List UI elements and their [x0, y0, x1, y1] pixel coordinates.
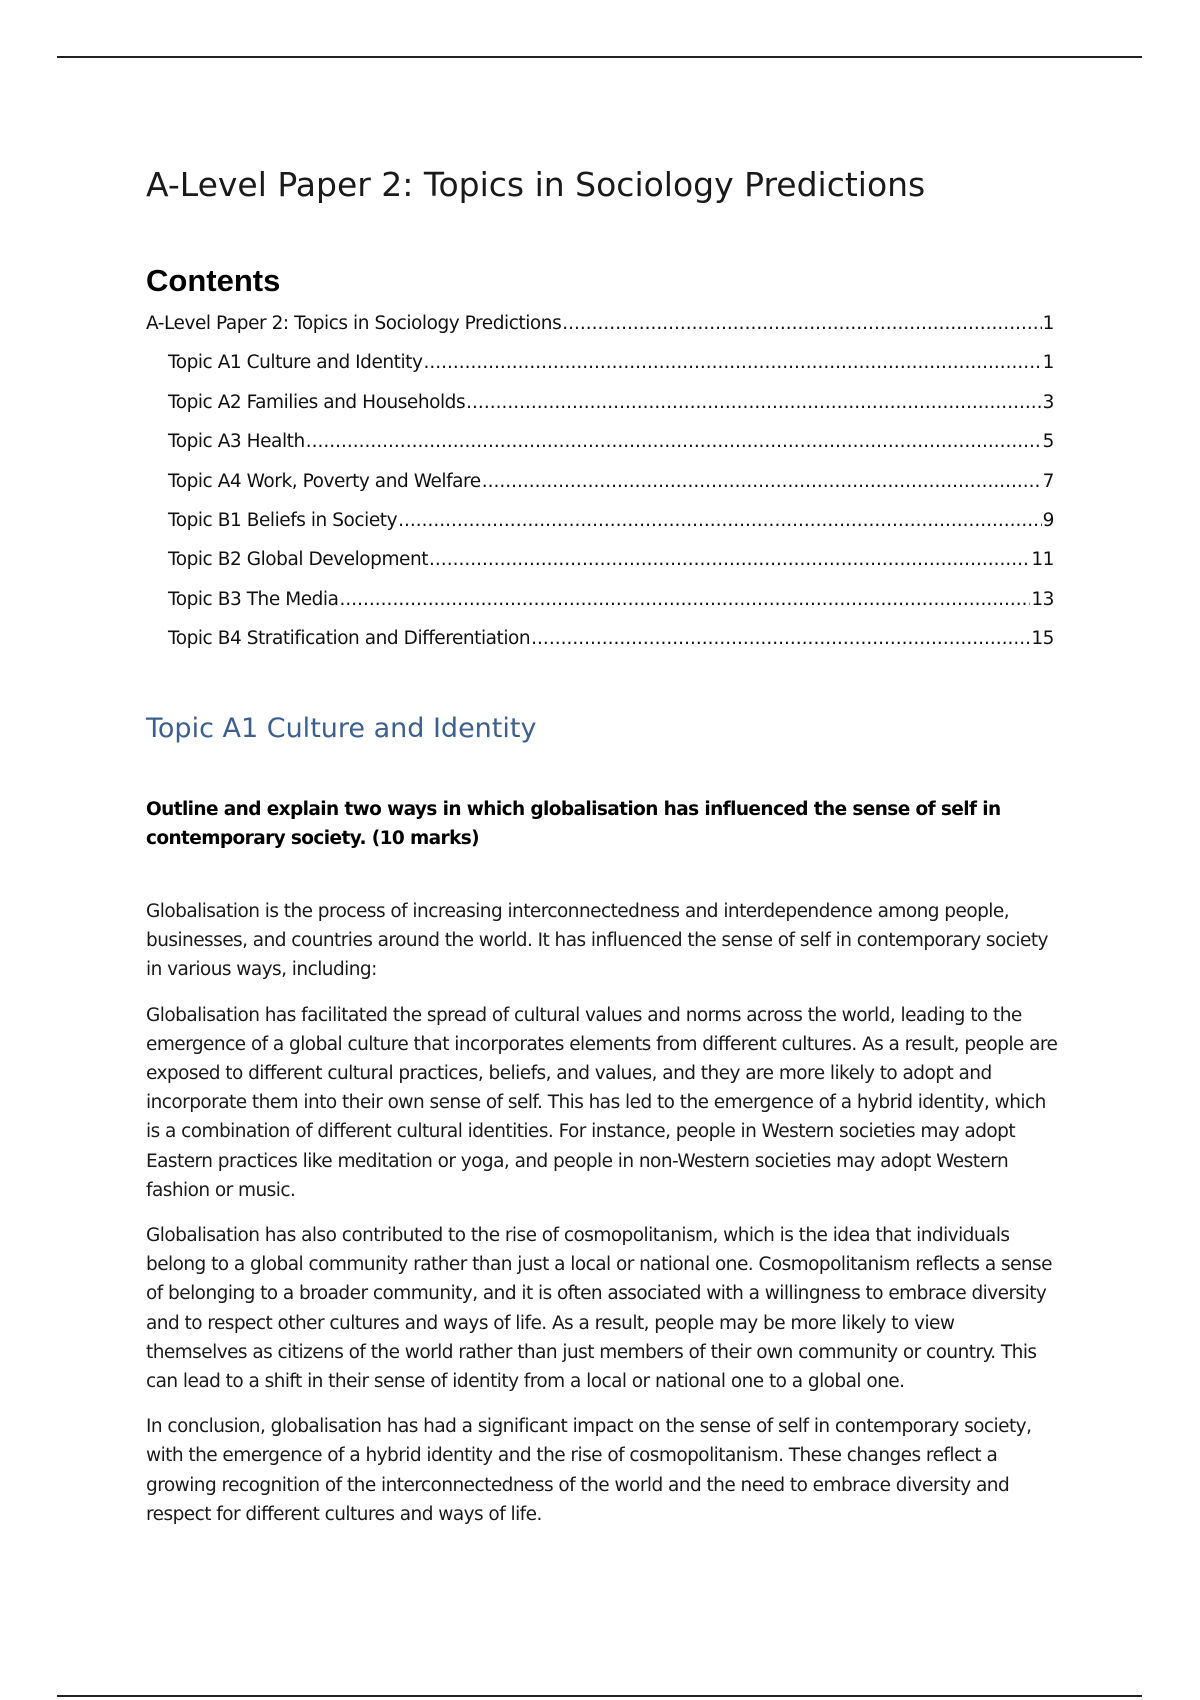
toc-entry-topic-b2[interactable] — [146, 549, 1054, 588]
toc-entry-label: A-Level Paper 2: Topics in Sociology Predictions — [146, 313, 562, 334]
contents-heading: Contents — [146, 263, 281, 298]
toc-dot-leader — [429, 549, 1030, 570]
answer-paragraph: In conclusion, globalisation has had a significant impact on the sense of self in contemporary society, with the emergence of a hybrid identity and the rise of cosmopolitanism. These changes reflect a growing recognition of the interconnectedness of the world and the need to embrace diversity and respect for different cultures and ways of life. — [146, 1416, 1032, 1525]
answer-body — [146, 897, 1058, 1545]
toc-entry-label: Topic B3 The Media — [168, 588, 339, 610]
document-title: A-Level Paper 2: Topics in Sociology Predictions — [146, 165, 926, 204]
toc-page-number: 9 — [1042, 509, 1054, 531]
toc-entry-label: Topic A1 Culture and Identity — [168, 352, 423, 374]
toc-page-number: 1 — [1042, 352, 1054, 374]
toc-dot-leader — [398, 510, 1042, 531]
toc-page-number: 13 — [1031, 588, 1054, 610]
toc-page-number: 11 — [1031, 549, 1054, 571]
answer-paragraph: Globalisation has facilitated the spread of cultural values and norms across the world, leading to the emergence of a global culture that incorporates elements from different cultures. As a result, people are exposed to different cultural practices, beliefs, and values, and they are more likely to adopt and incorporate them into their own sense of self. This has led to the emergence of a hybrid identity, which is a combination of different cultural identities. For instance, people in Western societies may adopt Eastern practices like meditation or yoga, and people in non-Western societies may adopt Western fashion or music. — [146, 1004, 1058, 1201]
header-rule — [57, 56, 1142, 58]
toc-entry-label: Topic B1 Beliefs in Society — [168, 509, 398, 531]
answer-paragraph: Globalisation is the process of increasing interconnectedness and interdependence among people, businesses, and countries around the world. It has influenced the sense of self in contemporary society in various ways, including: — [146, 901, 1048, 981]
toc-entry-label: Topic B2 Global Development — [168, 549, 429, 571]
toc-entry-topic-b4[interactable] — [146, 628, 1054, 667]
toc-entry-topic-a3[interactable] — [146, 431, 1054, 470]
toc-entry-label: Topic A2 Families and Households — [168, 391, 466, 413]
toc-dot-leader — [482, 471, 1042, 492]
toc-page-number: 15 — [1031, 628, 1054, 650]
toc-entry-label: Topic A4 Work, Poverty and Welfare — [168, 470, 481, 492]
toc-entry-main-title[interactable] — [146, 313, 1054, 352]
toc-dot-leader — [306, 431, 1042, 452]
toc-page-number: 1 — [1042, 313, 1054, 334]
toc-entry-label: Topic A3 Health — [168, 431, 305, 453]
answer-paragraph: Globalisation has also contributed to the rise of cosmopolitanism, which is the idea that individuals belong to a global community rather than just a local or national one. Cosmopolitanism reflects a sense of belonging to a broader community, and it is often associated with a willingness to embrace diversity and to respect other cultures and ways of life. As a result, people may be more likely to view themselves as citizens of the world rather than just members of their own community or country. This can lead to a shift in their sense of identity from a local or national one to a global one. — [146, 1225, 1052, 1393]
toc-entry-topic-a4[interactable] — [146, 471, 1054, 510]
toc-page-number: 7 — [1042, 470, 1054, 492]
exam-question: Outline and explain two ways in which globalisation has influenced the sense of self in contemporary society. (10 marks) — [146, 799, 1001, 849]
toc-page-number: 3 — [1042, 391, 1054, 413]
toc-entry-topic-a1[interactable] — [146, 352, 1054, 391]
toc-entry-label: Topic B4 Stratification and Differentiation — [168, 628, 531, 650]
footer-rule — [57, 1695, 1142, 1697]
toc-dot-leader — [340, 589, 1031, 610]
toc-dot-leader — [466, 392, 1042, 413]
toc-entry-topic-a2[interactable] — [146, 392, 1054, 431]
toc-entry-topic-b1[interactable] — [146, 510, 1054, 549]
section-heading: Topic A1 Culture and Identity — [146, 713, 537, 744]
table-of-contents — [146, 313, 1054, 668]
toc-entry-topic-b3[interactable] — [146, 589, 1054, 628]
toc-dot-leader — [423, 352, 1041, 373]
toc-dot-leader — [531, 628, 1030, 649]
toc-page-number: 5 — [1042, 431, 1054, 453]
toc-dot-leader — [562, 313, 1041, 334]
